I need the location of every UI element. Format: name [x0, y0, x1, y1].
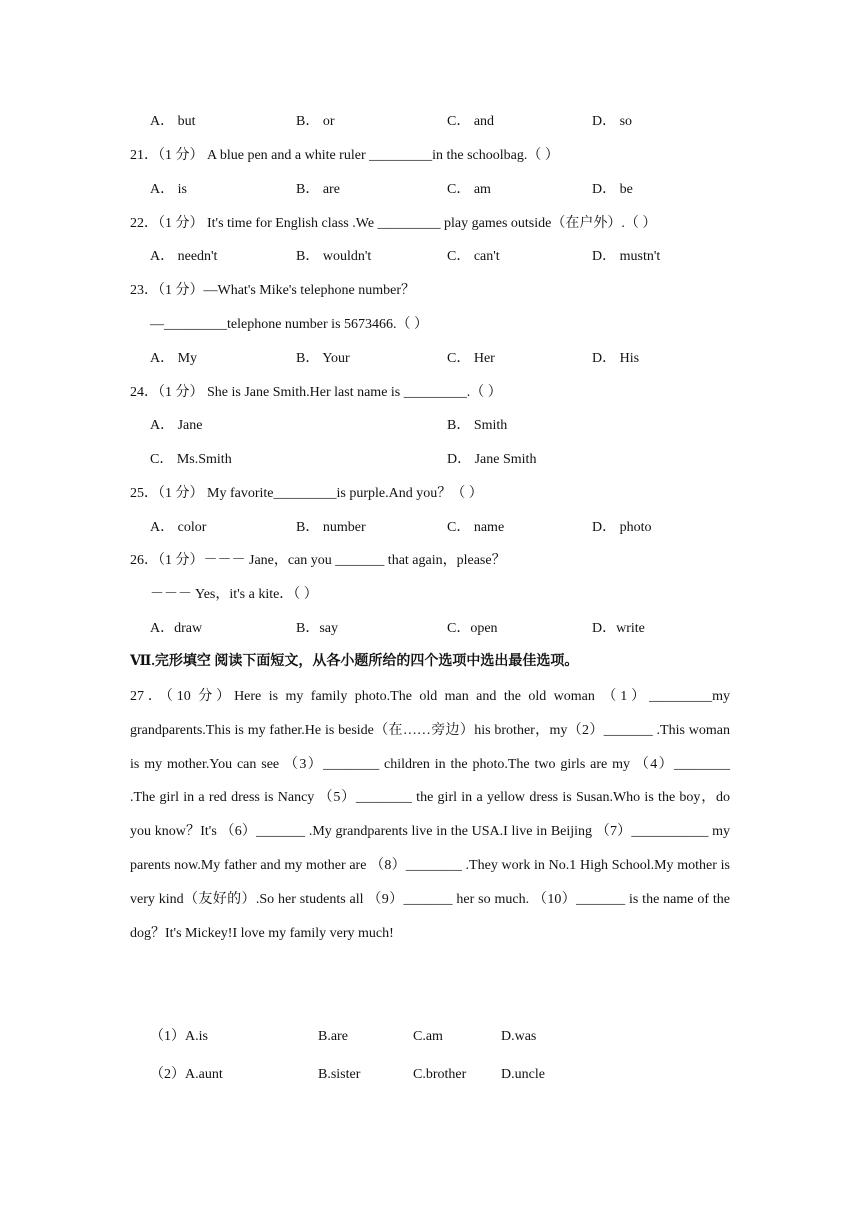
- q26-line2: －－－ Yes，it's a kite．（ ）: [150, 587, 318, 602]
- q25-option-b: B． number: [296, 520, 366, 535]
- q23-option-d: D． His: [592, 351, 640, 366]
- q27-1-option-b: B.are: [318, 1029, 348, 1044]
- q27-2-option-c: C.brother: [413, 1067, 467, 1082]
- q25-stem: 25．（1 分） My favorite_________is purple.And you？（ ）: [130, 486, 483, 501]
- q23-stem: 23．（1 分）—What's Mike's telephone number？: [130, 283, 415, 298]
- q20-option-b: B． or: [296, 114, 335, 129]
- q24-option-b: B． Smith: [447, 418, 508, 433]
- q20-option-d: D． so: [592, 114, 633, 129]
- q25-option-d: D． photo: [592, 520, 652, 535]
- q24-option-d: D． Jane Smith: [447, 452, 537, 467]
- q25-option-a: A． color: [150, 520, 207, 535]
- q23-option-c: C． Her: [447, 351, 495, 366]
- q27-1-option-d: D.was: [501, 1029, 537, 1044]
- q24-stem: 24．（1 分） She is Jane Smith.Her last name is _________.（ ）: [130, 385, 502, 400]
- q26-option-d: D．write: [592, 621, 645, 636]
- q26-option-b: B．say: [296, 621, 338, 636]
- q22-option-d: D． mustn't: [592, 249, 661, 264]
- q27-2-option-d: D.uncle: [501, 1067, 545, 1082]
- q22-option-c: C． can't: [447, 249, 500, 264]
- q21-option-b: B． are: [296, 182, 340, 197]
- q27-1-option-c: C.am: [413, 1029, 443, 1044]
- q26-option-a: A．draw: [150, 621, 203, 636]
- q27-2-option-b: B.sister: [318, 1067, 361, 1082]
- section-heading: Ⅶ.完形填空 阅读下面短文，从各小题所给的四个选项中选出最佳选项。: [130, 654, 579, 669]
- q22-option-a: A． needn't: [150, 249, 218, 264]
- q24-option-c: C． Ms.Smith: [150, 452, 232, 467]
- q23-line2: —_________telephone number is 5673466.（ ）: [150, 317, 429, 332]
- q22-stem: 22．（1 分） It's time for English class .We _________ play games outside（在户外）.（ ）: [130, 216, 657, 231]
- q26-option-c: C．open: [447, 621, 498, 636]
- q25-option-c: C． name: [447, 520, 505, 535]
- q27-passage: [130, 680, 730, 950]
- q24-option-a: A． Jane: [150, 418, 203, 433]
- q21-option-c: C． am: [447, 182, 491, 197]
- q26-stem: 26．（1 分）－－－ Jane，can you _______ that again，please？: [130, 553, 506, 568]
- q23-option-a: A． My: [150, 351, 198, 366]
- q21-option-d: D． be: [592, 182, 633, 197]
- q27-2-option-a: （2）A.aunt: [150, 1067, 223, 1082]
- q20-option-c: C． and: [447, 114, 495, 129]
- q27-1-option-a: （1）A.is: [150, 1029, 208, 1044]
- q23-option-b: B． Your: [296, 351, 350, 366]
- q21-option-a: A． is: [150, 182, 187, 197]
- q21-stem: 21．（1 分） A blue pen and a white ruler _________in the schoolbag.（ ）: [130, 148, 559, 163]
- q20-option-a: A． but: [150, 114, 196, 129]
- q27-passage-text: 27．（10 分）Here is my family photo.The old man and the old woman （1）_________my grandparents.This is my father.He is beside（在……旁边）his brother，my（2）_______ .This woman is my mother.You can see （3）________ children in the photo.The two girls are my （4）________ .The girl in a red dress is Nancy （5）________ the girl in a yellow dress is Susan.Who is the boy，do you know？It's （6）_______ .My grandparents live in the USA.I live in Beijing （7）___________ my parents now.My father and my mother are （8）________ .They work in No.1 High School.My mother is very kind（友好的）.So her students all （9）_______ her so much. （10）_______ is the name of the dog？It's Mickey!I love my family very much!: [130, 689, 730, 941]
- q22-option-b: B． wouldn't: [296, 249, 372, 264]
